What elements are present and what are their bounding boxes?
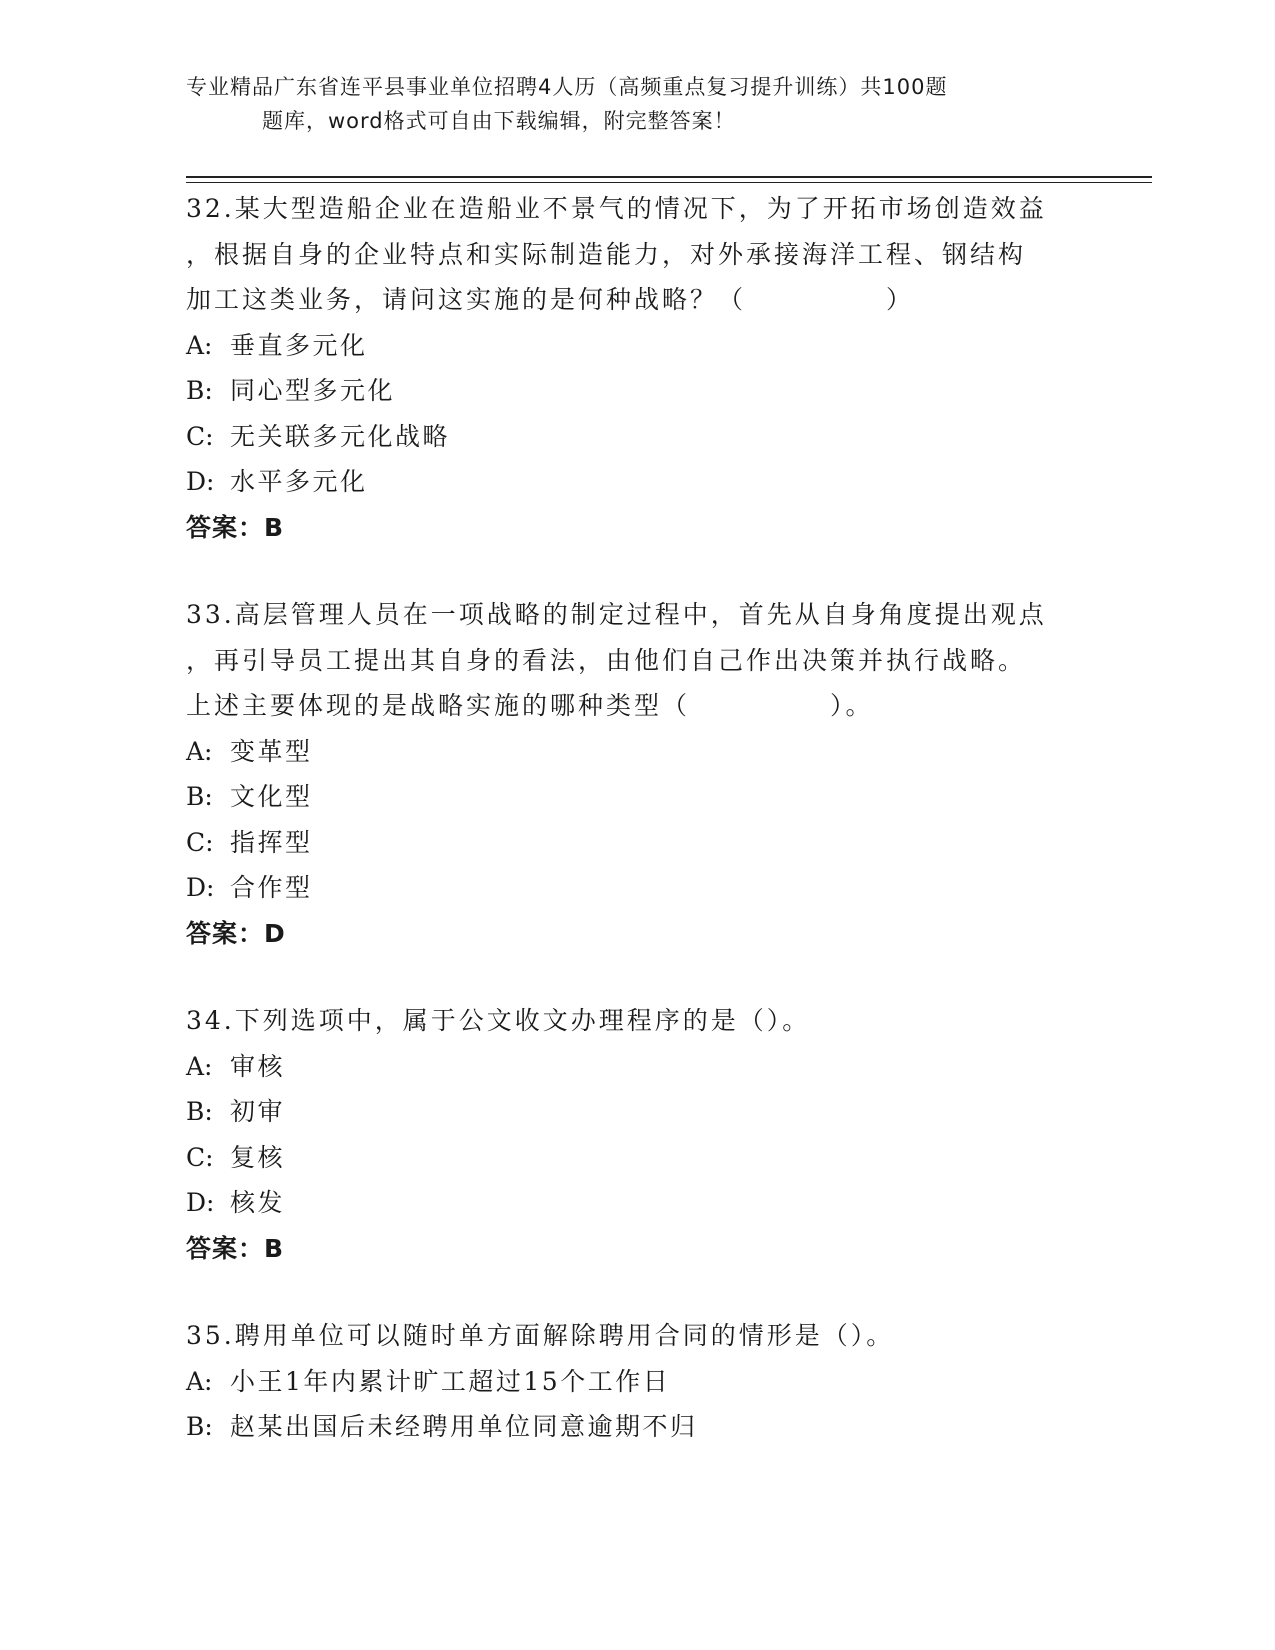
option-text: 合作型 bbox=[230, 873, 313, 902]
question-32 bbox=[186, 186, 1086, 550]
option-text: 变革型 bbox=[230, 736, 313, 766]
question-35 bbox=[186, 1313, 1086, 1450]
option-key: A: bbox=[186, 330, 213, 360]
option-key: A: bbox=[186, 736, 213, 766]
question-stem-line: 32.某大型造船企业在造船业不景气的情况下，为了开拓市场创造效益 bbox=[186, 194, 1047, 223]
option-key: B: bbox=[186, 1097, 213, 1126]
option-key: A: bbox=[186, 1366, 213, 1396]
answer-label: 答案：B bbox=[186, 512, 285, 542]
option-key: C: bbox=[186, 827, 214, 857]
option-a bbox=[186, 323, 1086, 369]
option-key: B: bbox=[186, 1412, 213, 1441]
question-34 bbox=[186, 998, 1086, 1271]
option-text: 复核 bbox=[230, 1142, 286, 1172]
answer-label: 答案：D bbox=[186, 918, 286, 948]
option-text: 指挥型 bbox=[230, 827, 313, 857]
option-text: 水平多元化 bbox=[230, 467, 368, 496]
question-33 bbox=[186, 592, 1086, 956]
option-text: 小王1年内累计旷工超过15个工作日 bbox=[230, 1366, 671, 1396]
option-text: 文化型 bbox=[230, 782, 313, 811]
option-key: C: bbox=[186, 1142, 214, 1172]
option-b bbox=[186, 1404, 1086, 1450]
option-text: 同心型多元化 bbox=[230, 376, 396, 405]
question-stem-line: 35.聘用单位可以随时单方面解除聘用合同的情形是（）。 bbox=[186, 1321, 895, 1350]
option-c bbox=[186, 1135, 1086, 1181]
question-stem-line: 33.高层管理人员在一项战略的制定过程中，首先从自身角度提出观点 bbox=[186, 600, 1047, 629]
option-b bbox=[186, 1089, 1086, 1135]
option-a bbox=[186, 1044, 1086, 1090]
header-divider bbox=[186, 176, 1152, 178]
option-key: A: bbox=[186, 1051, 213, 1081]
option-d bbox=[186, 459, 1086, 505]
answer-label: 答案：B bbox=[186, 1233, 285, 1263]
header-divider-thin bbox=[186, 182, 1152, 183]
option-key: D: bbox=[186, 1188, 215, 1217]
option-d bbox=[186, 865, 1086, 911]
document-header bbox=[186, 70, 1086, 138]
header-title-line-1: 专业精品广东省连平县事业单位招聘4人历（高频重点复习提升训练）共100题 bbox=[186, 75, 948, 99]
header-title-line-2: 题库，word格式可自由下载编辑，附完整答案！ bbox=[262, 109, 736, 133]
question-stem-line: 加工这类业务，请问这实施的是何种战略？（ ） bbox=[186, 285, 915, 314]
option-key: C: bbox=[186, 421, 214, 451]
option-text: 无关联多元化战略 bbox=[230, 421, 451, 451]
question-stem-line: 34.下列选项中，属于公文收文办理程序的是（）。 bbox=[186, 1006, 811, 1035]
option-key: D: bbox=[186, 873, 215, 902]
question-stem-line: ，根据自身的企业特点和实际制造能力，对外承接海洋工程、钢结构 bbox=[186, 239, 1027, 269]
option-key: B: bbox=[186, 376, 213, 405]
option-b bbox=[186, 368, 1086, 414]
question-list bbox=[186, 186, 1086, 1492]
option-c bbox=[186, 820, 1086, 866]
option-text: 垂直多元化 bbox=[230, 330, 368, 360]
question-stem-line: 上述主要体现的是战略实施的哪种类型（ ）。 bbox=[186, 691, 874, 720]
option-d bbox=[186, 1180, 1086, 1226]
option-text: 初审 bbox=[230, 1097, 286, 1126]
question-stem-line: ，再引导员工提出其自身的看法，由他们自己作出决策并执行战略。 bbox=[186, 645, 1027, 675]
option-key: D: bbox=[186, 467, 215, 496]
option-a bbox=[186, 1359, 1086, 1405]
option-text: 审核 bbox=[230, 1051, 286, 1081]
option-text: 核发 bbox=[230, 1188, 286, 1217]
option-key: B: bbox=[186, 782, 213, 811]
option-b bbox=[186, 774, 1086, 820]
option-text: 赵某出国后未经聘用单位同意逾期不归 bbox=[230, 1412, 698, 1441]
option-a bbox=[186, 729, 1086, 775]
option-c bbox=[186, 414, 1086, 460]
